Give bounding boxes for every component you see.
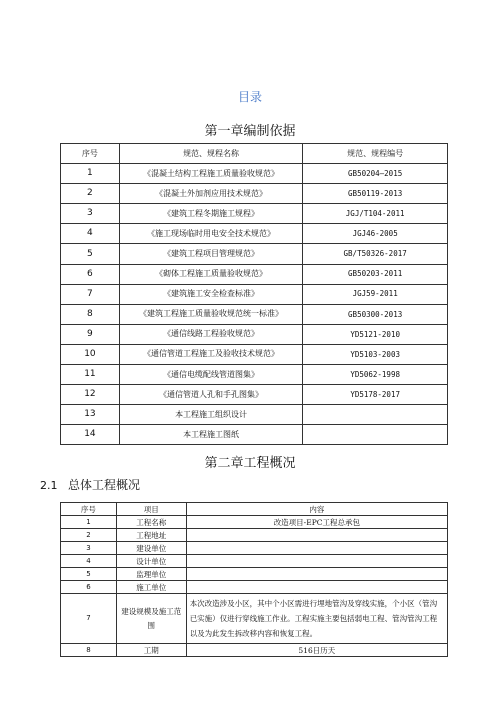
row-no: 2	[61, 184, 120, 204]
row-no: 11	[61, 365, 120, 385]
row-content	[186, 529, 447, 542]
row-no: 13	[61, 405, 120, 425]
row-code	[303, 425, 448, 445]
row-content: 516日历天	[186, 644, 447, 657]
table-row	[61, 555, 448, 568]
row-no: 4	[61, 555, 117, 568]
table-row	[61, 405, 448, 425]
row-code: GB50204—2015	[303, 164, 448, 184]
row-name: 《通信线路工程验收规范》	[119, 324, 302, 344]
header-content: 内容	[186, 503, 447, 516]
table-header-row	[61, 503, 448, 516]
table-row	[61, 425, 448, 445]
row-name: 《通信电缆配线管道图集》	[119, 365, 302, 385]
table-row	[61, 244, 448, 264]
table-row	[61, 594, 448, 644]
row-content: 改造项目-EPC工程总承包	[186, 516, 447, 529]
row-name: 《建筑施工安全检查标准》	[119, 284, 302, 304]
row-content	[186, 555, 447, 568]
table-row	[61, 224, 448, 244]
row-no: 1	[61, 516, 117, 529]
header-code: 规范、规程编号	[303, 144, 448, 164]
row-item: 工程名称	[116, 516, 186, 529]
row-code: JGJ/T104-2011	[303, 204, 448, 224]
row-code: YD5121-2010	[303, 324, 448, 344]
row-no: 8	[61, 644, 117, 657]
table-row	[61, 644, 448, 657]
row-no: 8	[61, 304, 120, 324]
row-name: 《建筑工程项目管理规范》	[119, 244, 302, 264]
section-title: 总体工程概况	[68, 478, 141, 492]
row-content: 本次改造涉及小区，其中个小区需进行埋地管沟及穿线实施，个小区（管沟已实施）仅进行穿线施工作业。工程实施主要包括弱电工程、管沟管沟工程以及为此发生拆改移内容和恢复工程。	[186, 594, 447, 644]
row-name: 《混凝土结构工程施工质量验收规范》	[119, 164, 302, 184]
row-name: 本工程施工组织设计	[119, 405, 302, 425]
toc-title: 目录	[237, 90, 262, 104]
table-row	[61, 581, 448, 594]
table-row	[61, 204, 448, 224]
row-no: 12	[61, 385, 120, 405]
row-code: YD5178-2017	[303, 385, 448, 405]
row-name: 《混凝土外加剂应用技术规范》	[119, 184, 302, 204]
row-code: GB50119-2013	[303, 184, 448, 204]
row-code: GB/T50326-2017	[303, 244, 448, 264]
row-no: 9	[61, 324, 120, 344]
row-name: 《建筑工程冬期施工规程》	[119, 204, 302, 224]
table-row	[61, 365, 448, 385]
row-no: 7	[61, 284, 120, 304]
header-no: 序号	[61, 144, 120, 164]
row-no: 14	[61, 425, 120, 445]
table-row	[61, 284, 448, 304]
table-header-row	[61, 144, 448, 164]
row-item: 工程地址	[116, 529, 186, 542]
row-item: 工期	[116, 644, 186, 657]
section-number: 2.1	[40, 479, 58, 492]
row-no: 3	[61, 204, 120, 224]
row-name: 《通信管道人孔和手孔图集》	[119, 385, 302, 405]
chapter-1-title: 第一章编制依据	[204, 124, 296, 139]
row-no: 7	[61, 594, 117, 644]
section-heading	[40, 476, 140, 493]
row-code: GB50300-2013	[303, 304, 448, 324]
row-code: YD5103-2003	[303, 344, 448, 364]
table-row	[61, 516, 448, 529]
row-no: 10	[61, 344, 120, 364]
row-no: 2	[61, 529, 117, 542]
row-item: 设计单位	[116, 555, 186, 568]
table-row	[61, 164, 448, 184]
row-no: 3	[61, 542, 117, 555]
header-no: 序号	[61, 503, 117, 516]
row-item: 建设单位	[116, 542, 186, 555]
overview-table	[60, 502, 448, 657]
table-row	[61, 304, 448, 324]
row-name: 《砌体工程施工质量验收规范》	[119, 264, 302, 284]
row-code: YD5062-1998	[303, 365, 448, 385]
header-name: 规范、规程名称	[119, 144, 302, 164]
standards-table	[60, 143, 448, 445]
row-no: 6	[61, 264, 120, 284]
row-name: 本工程施工图纸	[119, 425, 302, 445]
row-name: 《通信管道工程施工及验收技术规范》	[119, 344, 302, 364]
table-row	[61, 324, 448, 344]
row-no: 4	[61, 224, 120, 244]
row-item: 监理单位	[116, 568, 186, 581]
table-row	[61, 568, 448, 581]
row-name: 《施工现场临时用电安全技术规范》	[119, 224, 302, 244]
chapter-2-title: 第二章工程概况	[204, 456, 296, 471]
row-code: JGJ59-2011	[303, 284, 448, 304]
table-row	[61, 529, 448, 542]
row-no: 1	[61, 164, 120, 184]
header-item: 项目	[116, 503, 186, 516]
row-item: 建设规模及施工范围	[116, 594, 186, 644]
row-item: 施工单位	[116, 581, 186, 594]
row-code	[303, 405, 448, 425]
row-no: 5	[61, 244, 120, 264]
row-content	[186, 581, 447, 594]
row-no: 6	[61, 581, 117, 594]
row-content	[186, 542, 447, 555]
table-row	[61, 542, 448, 555]
row-code: JGJ46-2005	[303, 224, 448, 244]
row-code: GB50203-2011	[303, 264, 448, 284]
row-no: 5	[61, 568, 117, 581]
row-name: 《建筑工程施工质量验收规范统一标准》	[119, 304, 302, 324]
table-row	[61, 184, 448, 204]
table-row	[61, 344, 448, 364]
row-content	[186, 568, 447, 581]
table-row	[61, 385, 448, 405]
table-row	[61, 264, 448, 284]
